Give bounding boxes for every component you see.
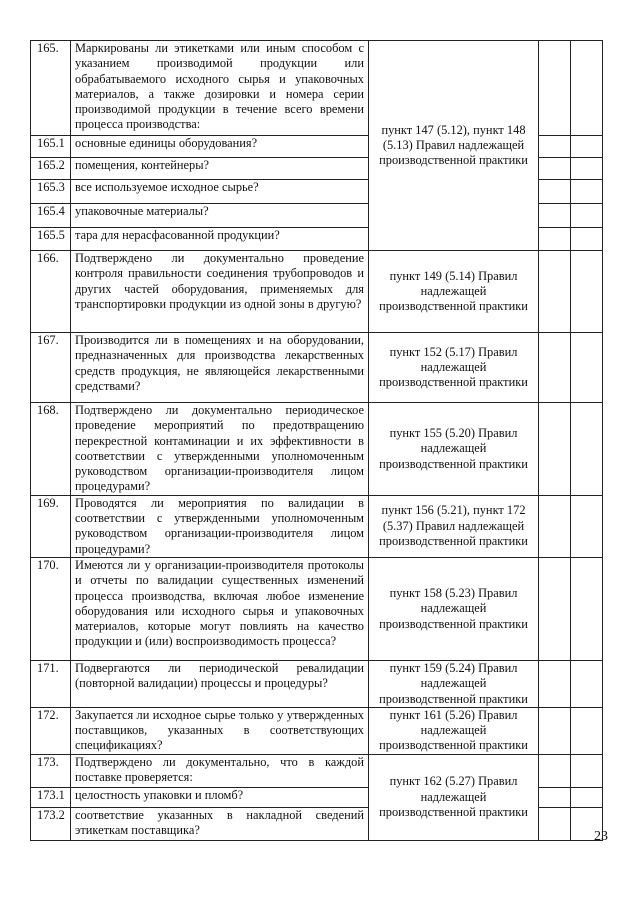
row-question: соответствие указанных в накладной сведений этикеткам поставщика? (71, 807, 369, 840)
row-number: 166. (31, 251, 71, 333)
row-question: помещения, контейнеры? (71, 158, 369, 180)
row-number: 171. (31, 660, 71, 707)
answer-cell-yes[interactable] (539, 228, 571, 251)
row-number: 165.2 (31, 158, 71, 180)
answer-cell-no[interactable] (571, 333, 603, 403)
answer-cell-no[interactable] (571, 495, 603, 557)
row-number: 173.1 (31, 787, 71, 807)
row-number: 165.3 (31, 180, 71, 204)
row-question: Производится ли в помещениях и на оборудовании, предназначенных для производства лекарственных средств продукция, не являющейся лекарственными средствами? (71, 333, 369, 403)
answer-cell-no[interactable] (571, 707, 603, 754)
row-number: 172. (31, 707, 71, 754)
reference-cell: пункт 152 (5.17) Правил надлежащей производственной практики (369, 333, 539, 403)
answer-cell-yes[interactable] (539, 807, 571, 840)
row-question: Маркированы ли этикетками или иным способом с указанием производимой продукции или обрабатываемого исходного сырья и упаковочных материалов, а также дозировки и номера серии производимой продукции в течение всего времени процесса производства: (71, 41, 369, 136)
row-number: 167. (31, 333, 71, 403)
row-number: 165.4 (31, 204, 71, 228)
answer-cell-no[interactable] (571, 557, 603, 660)
row-question: все используемое исходное сырье? (71, 180, 369, 204)
table-row (31, 495, 603, 557)
row-question: Подтверждено ли документально, что в каждой поставке проверяется: (71, 754, 369, 787)
table-row (31, 660, 603, 707)
checklist-table (30, 40, 603, 841)
answer-cell-no[interactable] (571, 136, 603, 158)
reference-cell: пункт 155 (5.20) Правил надлежащей производственной практики (369, 403, 539, 496)
table-row (31, 557, 603, 660)
row-question: упаковочные материалы? (71, 204, 369, 228)
answer-cell-no[interactable] (571, 251, 603, 333)
row-number: 170. (31, 557, 71, 660)
row-number: 165. (31, 41, 71, 136)
reference-cell: пункт 156 (5.21), пункт 172 (5.37) Правил надлежащей производственной практики (369, 495, 539, 557)
row-question: Подвергаются ли периодической ревалидации (повторной валидации) процессы и процедуры? (71, 660, 369, 707)
answer-cell-no[interactable] (571, 158, 603, 180)
answer-cell-yes[interactable] (539, 158, 571, 180)
answer-cell-no[interactable] (571, 204, 603, 228)
row-question: Имеются ли у организации-производителя протоколы и отчеты по валидации существенных изменений процесса производства, включая любое изменение оборудования или исходного сырья и упаковочных материалов, которые могут повлиять на качество продукции и (или) воспроизводимость процесса? (71, 557, 369, 660)
answer-cell-yes[interactable] (539, 707, 571, 754)
answer-cell-yes[interactable] (539, 251, 571, 333)
reference-cell: пункт 158 (5.23) Правил надлежащей производственной практики (369, 557, 539, 660)
answer-cell-no[interactable] (571, 754, 603, 787)
answer-cell-yes[interactable] (539, 136, 571, 158)
answer-cell-no[interactable] (571, 41, 603, 136)
answer-cell-yes[interactable] (539, 787, 571, 807)
table-row (31, 754, 603, 787)
row-question: основные единицы оборудования? (71, 136, 369, 158)
reference-cell: пункт 161 (5.26) Правил надлежащей производственной практики (369, 707, 539, 754)
answer-cell-no[interactable] (571, 787, 603, 807)
answer-cell-yes[interactable] (539, 41, 571, 136)
answer-cell-no[interactable] (571, 228, 603, 251)
row-question: тара для нерасфасованной продукции? (71, 228, 369, 251)
row-number: 173.2 (31, 807, 71, 840)
table-row (31, 251, 603, 333)
table-row (31, 707, 603, 754)
row-number: 165.5 (31, 228, 71, 251)
row-question: целостность упаковки и пломб? (71, 787, 369, 807)
answer-cell-yes[interactable] (539, 754, 571, 787)
answer-cell-no[interactable] (571, 660, 603, 707)
reference-cell: пункт 149 (5.14) Правил надлежащей производственной практики (369, 251, 539, 333)
row-number: 168. (31, 403, 71, 496)
row-question: Подтверждено ли документально периодическое проведение мероприятий по предотвращению перекрестной контаминации и их эффективности в соответствии с утвержденными уполномоченным руководством организации-производителя лицом процедурами? (71, 403, 369, 496)
row-number: 173. (31, 754, 71, 787)
row-question: Проводятся ли мероприятия по валидации в соответствии с утвержденными уполномоченным руководством организации-производителя лицом процедурами? (71, 495, 369, 557)
row-question: Подтверждено ли документально проведение контроля правильности соединения трубопроводов и других частей оборудования, применяемых для транспортировки продукции из одной зоны в другую? (71, 251, 369, 333)
answer-cell-yes[interactable] (539, 333, 571, 403)
table-row (31, 403, 603, 496)
reference-cell: пункт 147 (5.12), пункт 148 (5.13) Правил надлежащей производственной практики (369, 41, 539, 251)
answer-cell-yes[interactable] (539, 403, 571, 496)
page-number: 23 (594, 829, 608, 844)
answer-cell-no[interactable] (571, 403, 603, 496)
answer-cell-yes[interactable] (539, 495, 571, 557)
row-question: Закупается ли исходное сырье только у утвержденных поставщиков, указанных в соответствующих спецификациях? (71, 707, 369, 754)
table-row (31, 333, 603, 403)
answer-cell-yes[interactable] (539, 180, 571, 204)
reference-cell: пункт 159 (5.24) Правил надлежащей производственной практики (369, 660, 539, 707)
row-number: 165.1 (31, 136, 71, 158)
reference-cell: пункт 162 (5.27) Правил надлежащей производственной практики (369, 754, 539, 840)
answer-cell-no[interactable] (571, 180, 603, 204)
row-number: 169. (31, 495, 71, 557)
answer-cell-yes[interactable] (539, 204, 571, 228)
table-row (31, 41, 603, 136)
answer-cell-yes[interactable] (539, 660, 571, 707)
answer-cell-yes[interactable] (539, 557, 571, 660)
